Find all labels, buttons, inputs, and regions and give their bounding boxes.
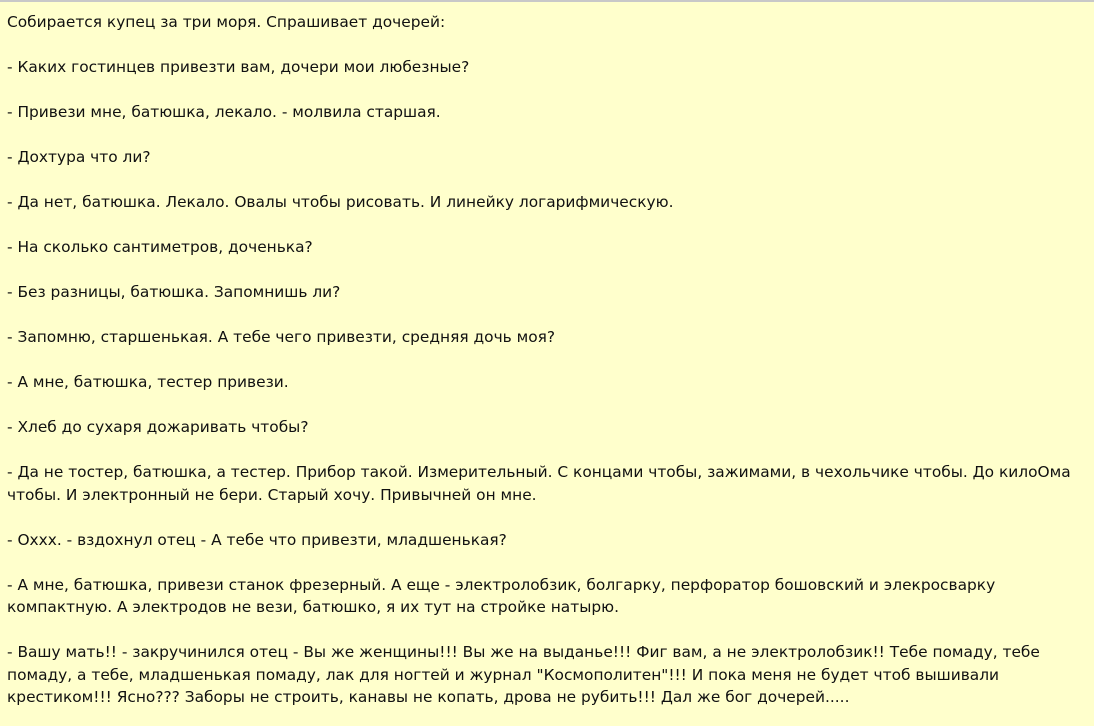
- story-paragraph: - Без разницы, батюшка. Запомнишь ли?: [7, 283, 341, 301]
- story-paragraph: - Дохтура что ли?: [7, 148, 151, 166]
- story-paragraph: Собирается купец за три моря. Спрашивает дочерей:: [7, 13, 446, 31]
- story-paragraph: - Хлеб до сухаря дожаривать чтобы?: [7, 418, 309, 436]
- story-paragraph: - Запомню, старшенькая. А тебе чего привезти, средняя дочь моя?: [7, 328, 556, 346]
- story-paragraph: - Да не тостер, батюшка, а тестер. Прибор такой. Измерительный. С концами чтобы, зажимами, в чехольчике чтобы. До килоОма чтобы. И электронный не бери. Старый хочу. Привычней он мне.: [7, 463, 1071, 504]
- story-paragraph: - Оххх. - вздохнул отец - А тебе что привезти, младшенькая?: [7, 530, 507, 549]
- story-paragraph: - Привези мне, батюшка, лекало. - молвила старшая.: [7, 103, 441, 121]
- story-paragraph: - А мне, батюшка, тестер привези.: [7, 373, 289, 391]
- top-divider: [0, 0, 1094, 2]
- story-paragraph: - На сколько сантиметров, доченька?: [7, 238, 313, 256]
- story-paragraph: - Каких гостинцев привезти вам, дочери мои любезные?: [7, 58, 470, 76]
- story-paragraph: - Вашу мать!! - закручинился отец - Вы же женщины!!! Вы же на выданье!!! Фиг вам, а не электролобзик!! Тебе помаду, тебе помаду, а тебе, младшенькая помаду, лак для ногтей и журнал "Космополитен"!!! И пока меня не будет чтоб вышивали крестиком!!! Ясно??? Заборы не строить, канавы не копать, дрова не рубить!!! Дал же бог дочерей.....: [7, 643, 1040, 706]
- story-paragraph: - Да нет, батюшка. Лекало. Овалы чтобы рисовать. И линейку логарифмическую.: [7, 193, 674, 211]
- story-paragraph: - А мне, батюшка, привези станок фрезерный. А еще - электролобзик, болгарку, перфоратор бошовский и элекросварку компактную. А электродов не вези, батюшко, я их тут на стройке натырю.: [7, 575, 996, 616]
- story-text: [7, 11, 1085, 709]
